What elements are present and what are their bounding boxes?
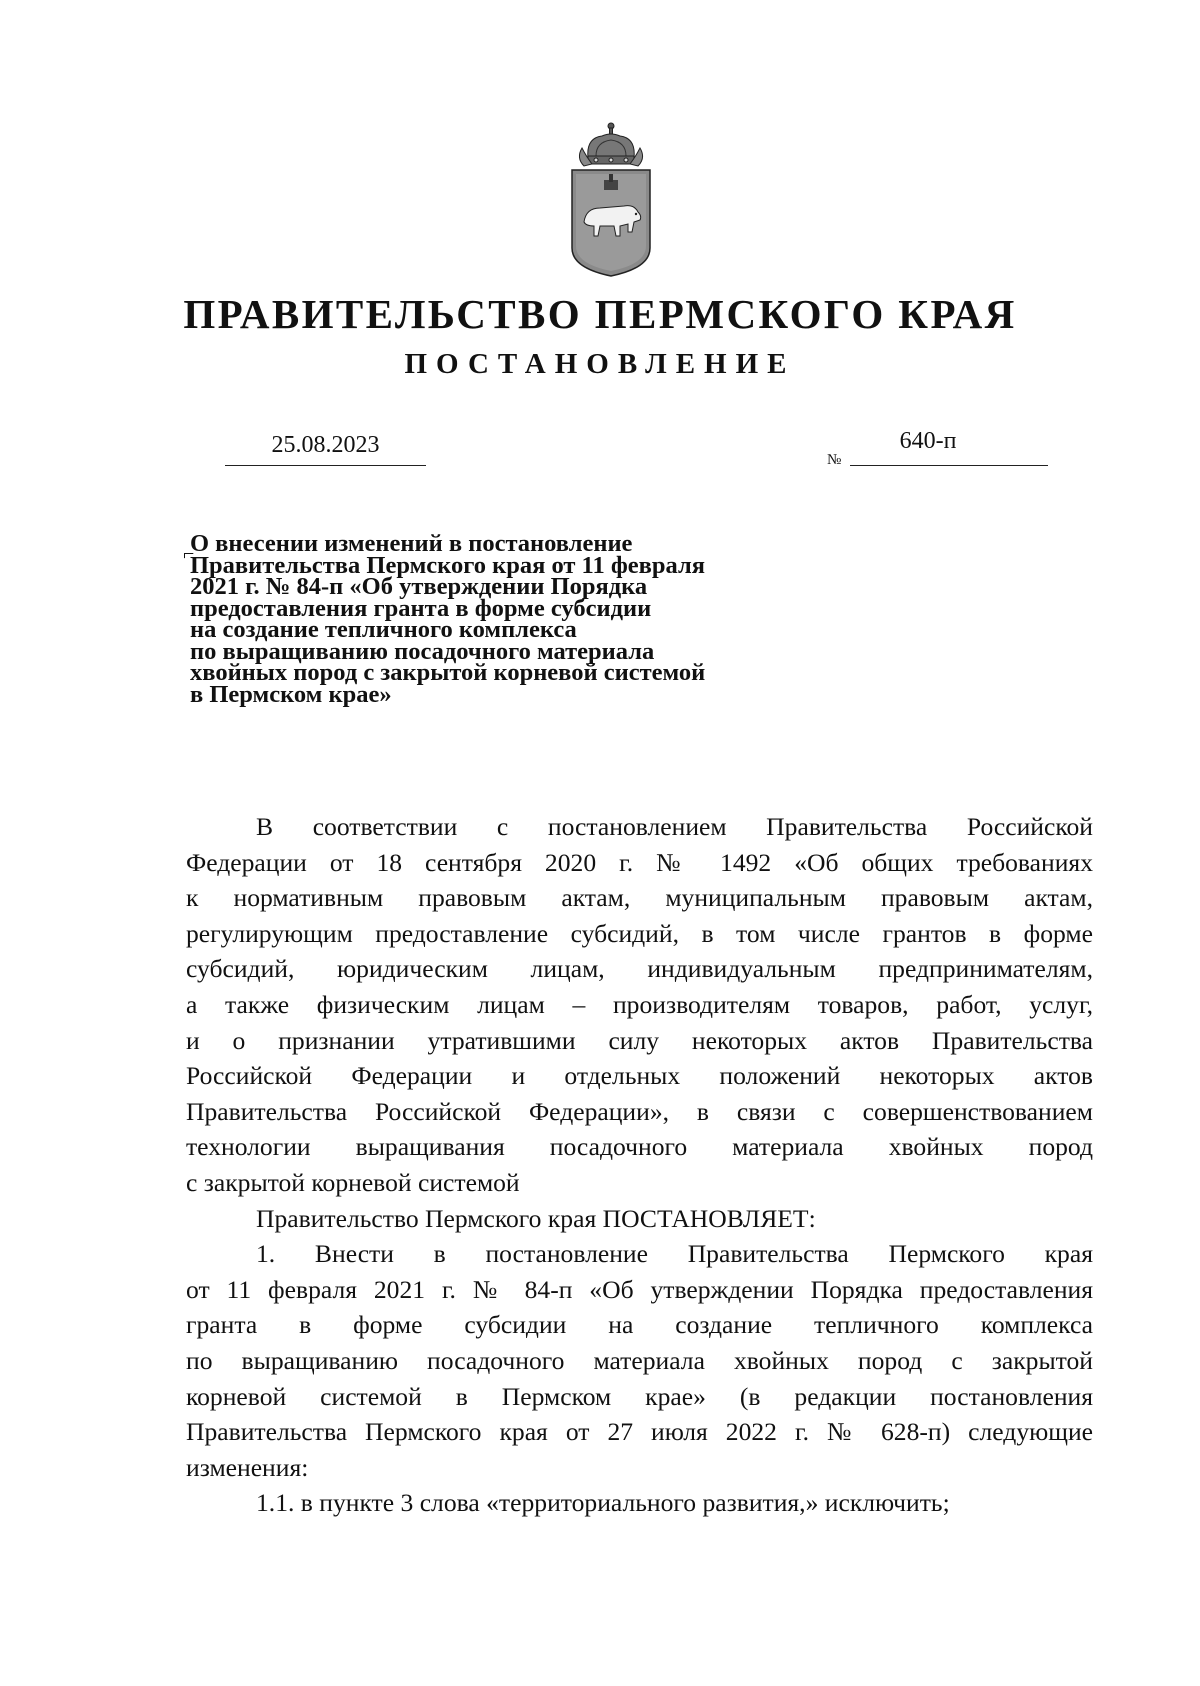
body-line: и о признании утратившими силу некоторых актов Правительства [186, 1025, 1093, 1055]
title-line: 2021 г. № 84-п «Об утверждении Порядка [190, 573, 648, 600]
title-line: хвойных пород с закрытой корневой системой [190, 659, 706, 686]
body-line: изменения: [186, 1452, 309, 1482]
date-underline [225, 465, 426, 466]
body-line: Правительство Пермского края ПОСТАНОВЛЯЕТ: [256, 1203, 816, 1233]
number-underline [850, 465, 1048, 466]
document-body [186, 809, 1093, 1521]
title-line: на создание тепличного комплекса [190, 616, 577, 643]
body-line: по выращиванию посадочного материала хвойных пород с закрытой [186, 1345, 1093, 1375]
body-line: от 11 февраля 2021 г. № 84-п «Об утверждении Порядка предоставления [186, 1274, 1093, 1304]
body-line: к нормативным правовым актам, муниципальным правовым актам, [186, 883, 1093, 913]
body-line: субсидий, юридическим лицам, индивидуальным предпринимателям, [186, 954, 1093, 984]
title-line: в Пермском крае» [190, 680, 392, 708]
document-type: ПОСТАНОВЛЕНИЕ [404, 348, 796, 380]
body-line: гранта в форме субсидии на создание тепличного комплекса [186, 1310, 1093, 1340]
organization-title: ПРАВИТЕЛЬСТВО ПЕРМСКОГО КРАЯ [183, 291, 1017, 337]
body-line: 1. Внести в постановление Правительства Пермского края [256, 1239, 1093, 1269]
document-date: 25.08.2023 [271, 432, 380, 458]
body-line: с закрытой корневой системой [186, 1167, 520, 1197]
body-line: а также физическим лицам – производителям товаров, работ, услуг, [186, 989, 1093, 1019]
body-line: Правительства Пермского края от 27 июля 2022 г. № 628-п) следующие [186, 1417, 1093, 1447]
document-number: 640-п [899, 428, 957, 454]
title-line: Правительства Пермского края от 11 февраля [190, 551, 705, 579]
title-corner-mark: ⌐ [183, 543, 195, 565]
title-line: предоставления гранта в форме субсидии [190, 594, 652, 622]
body-line: технологии выращивания посадочного материала хвойных пород [186, 1132, 1093, 1162]
title-line: по выращиванию посадочного материала [190, 637, 655, 665]
body-line: Российской Федерации и отдельных положений некоторых актов [186, 1061, 1093, 1091]
body-line: Федерации от 18 сентября 2020 г. № 1492 «Об общих требованиях [186, 847, 1093, 877]
body-line: 1.1. в пункте 3 слова «территориального развития,» исключить; [256, 1488, 950, 1518]
document-title [190, 530, 810, 708]
body-line: Правительства Российской Федерации», в связи с совершенствованием [186, 1096, 1093, 1126]
number-label: № [827, 452, 842, 468]
body-line: В соответствии с постановлением Правительства Российской [256, 812, 1093, 841]
body-line: корневой системой в Пермском крае» (в редакции постановления [186, 1381, 1093, 1411]
body-line: регулирующим предоставление субсидий, в том числе грантов в форме [186, 918, 1093, 948]
coat-of-arms-icon [566, 118, 656, 278]
title-line: О внесении изменений в постановление [190, 530, 633, 557]
